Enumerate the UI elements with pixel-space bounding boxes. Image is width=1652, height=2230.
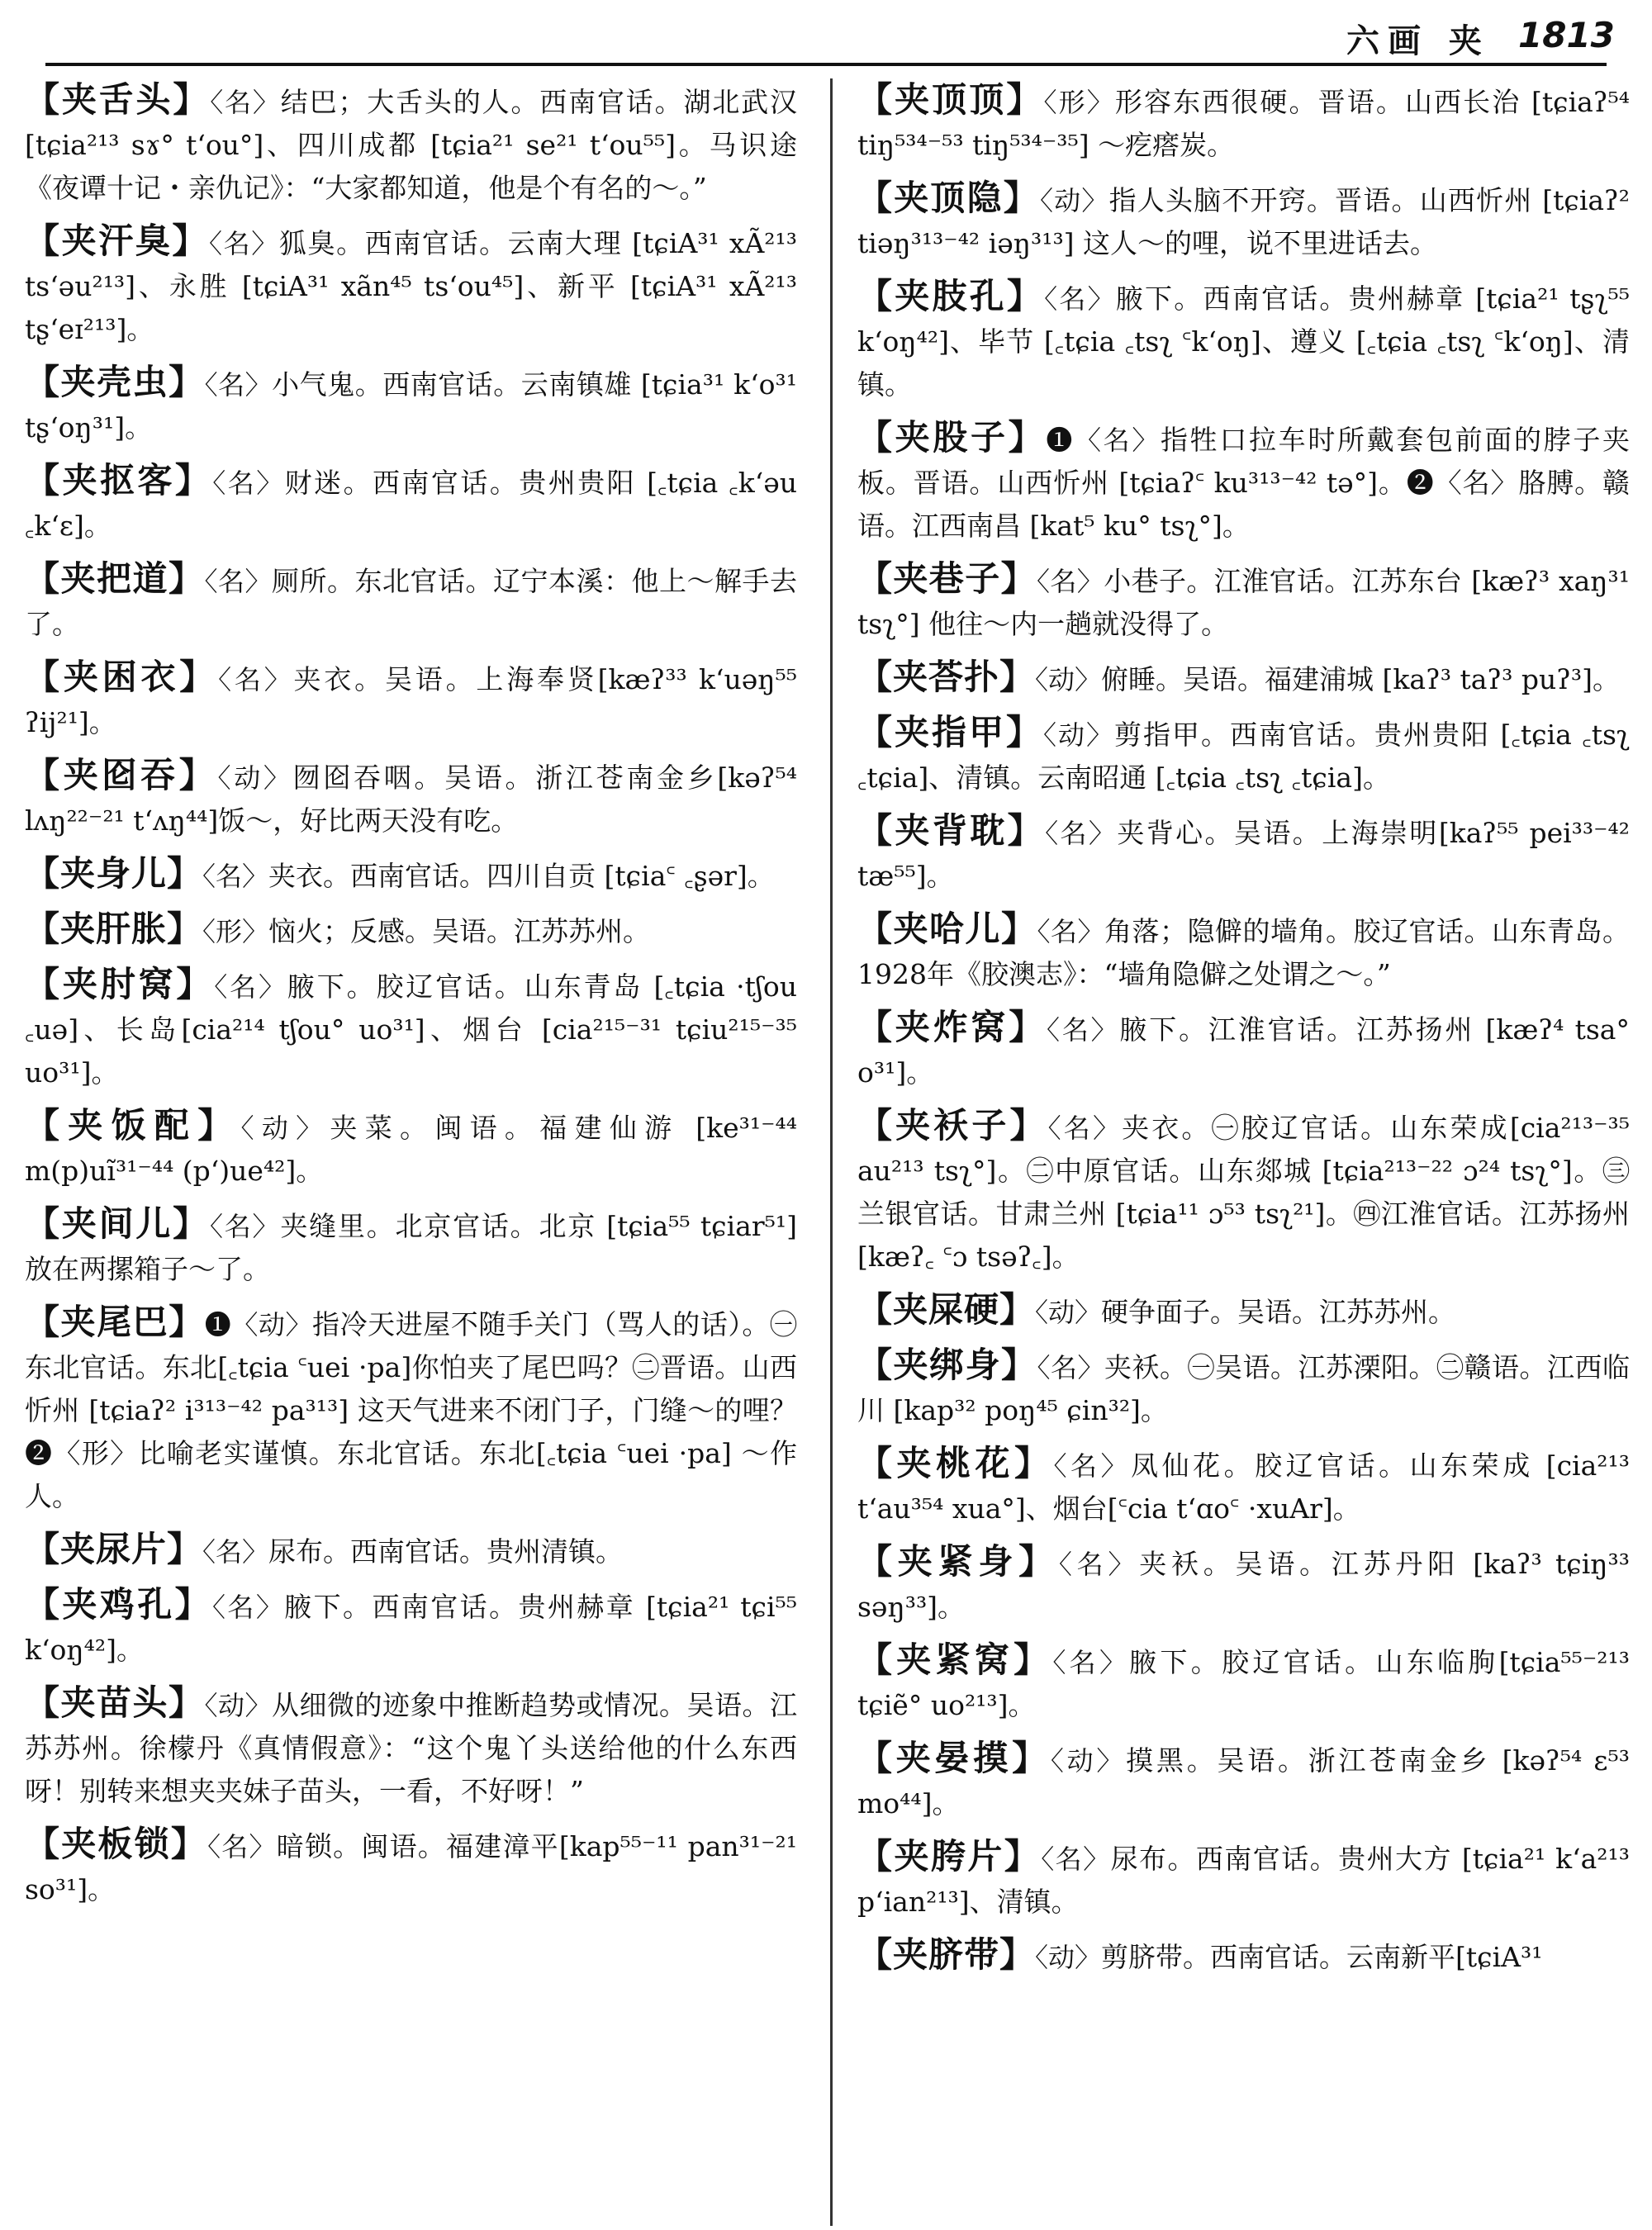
entry-pos: 〈名〉 [1045, 818, 1118, 849]
entry-headword: 【夹肢孔】 [857, 276, 1045, 316]
dictionary-entry [857, 656, 1630, 701]
dictionary-entry [25, 1583, 797, 1672]
header-rule [45, 63, 1607, 66]
entry-definition: 指冷天进屋不随手关门（骂人的话）。㊀东北官话。东北[꜀tɕia ꜂uei ·pa]你怕夹了尾巴吗？㊁晋语。山西忻州 [tɕiaʔ² i³¹³⁻⁴² pa³¹³] 这天气进来不闭门子，门缝～的哩？❷〈形〉比喻老实谨慎。东北官话。东北[꜀tɕia ꜂uei ·pa] ～作人。 [25, 1308, 797, 1512]
entry-headword: 【夹囵吞】 [25, 755, 218, 795]
dictionary-entry [25, 1823, 797, 1911]
entry-headword: 【夹桃花】 [857, 1443, 1054, 1483]
entry-pos: 〈名〉 [212, 1592, 285, 1623]
entry-headword: 【夹屎硬】 [857, 1289, 1036, 1330]
entry-pos: 〈动〉 [1035, 664, 1102, 695]
entry-headword: 【夹炸窝】 [857, 1007, 1047, 1047]
entry-headword: 【夹间儿】 [25, 1203, 210, 1244]
entry-pos: 〈名〉 [218, 664, 294, 695]
entry-definition: 夹衣。㊀胶辽官话。山东荣成[cia²¹³⁻³⁵ au²¹³ tsʅ°]。㊁中原官话。山东郯城 [tɕia²¹³⁻²² ɔ²⁴ tsʅ°]。㊂兰银官话。甘肃兰州 [tɕia¹¹ ɔ⁵³ tsʅ²¹]。㊃江淮官话。江苏扬州 [kæʔ꜀ ꜂ɔ tsəʔ꜀]。 [857, 1112, 1630, 1273]
entry-headword: 【夹哈儿】 [857, 909, 1037, 949]
entry-definition: 从细微的迹象中推断趋势或情况。吴语。江苏苏州。徐檬丹《真情假意》：“这个鬼丫头送给他的什么东西呀！别转来想夹夹妹子苗头，一看，不好呀！” [25, 1689, 797, 1807]
entry-definition: 剪指甲。西南官话。贵州贵阳 [꜀tɕia ꜀tsʅ ꜀tɕia]、清镇。云南昭通 [꜀tɕia ꜀tsʅ ꜀tɕia]。 [857, 719, 1630, 794]
entry-pos: 〈名〉 [1041, 1843, 1111, 1875]
entry-headword: 【夹紧身】 [857, 1541, 1059, 1582]
dictionary-entry [25, 1203, 797, 1291]
entry-pos: 〈名〉 [204, 369, 273, 401]
dictionary-entry [857, 711, 1630, 799]
entry-headword: 【夹把道】 [25, 558, 205, 599]
entry-pos: 〈名〉 [202, 861, 269, 892]
entry-pos: 〈名〉 [210, 87, 281, 118]
entry-pos: ❶〈名〉 [1046, 425, 1161, 456]
entry-pos: 〈名〉 [1052, 1647, 1130, 1678]
dictionary-entry [25, 361, 797, 449]
page-number: 1813 [1518, 15, 1615, 55]
entry-definition: 夹袄。㊀吴语。江苏溧阳。㊁赣语。江西临川 [kap³² poŋ⁴⁵ ɕin³²]。 [857, 1351, 1630, 1426]
dictionary-entry [857, 908, 1630, 996]
entry-headword: 【夹荅扑】 [857, 657, 1036, 697]
entry-headword: 【夹苗头】 [25, 1682, 205, 1723]
entry-pos: 〈动〉 [1050, 1745, 1127, 1777]
entry-definition: 摸黑。吴语。浙江苍南金乡 [kəʔ⁵⁴ ɛ⁵³ mo⁴⁴]。 [857, 1744, 1630, 1820]
dictionary-entry [857, 1737, 1630, 1825]
entry-pos: 〈名〉 [209, 228, 279, 259]
dictionary-entry [857, 1344, 1630, 1432]
dictionary-entry [857, 1540, 1630, 1629]
entry-pos: 〈动〉 [1043, 719, 1115, 751]
dictionary-entry [25, 754, 797, 842]
dictionary-entry [857, 1933, 1630, 1979]
entry-definition: 尿布。西南官话。贵州清镇。 [268, 1535, 624, 1568]
entry-pos: 〈名〉 [212, 467, 285, 499]
dictionary-entry [857, 416, 1630, 548]
entry-headword: 【夹绑身】 [857, 1345, 1037, 1385]
dictionary-entry [857, 1288, 1630, 1334]
entry-headword: 【夹胯片】 [857, 1836, 1042, 1877]
entry-headword: 【夹困衣】 [25, 657, 219, 697]
entry-pos: 〈名〉 [202, 1536, 269, 1568]
right-column [857, 78, 1630, 2226]
entry-pos: 〈名〉 [1037, 566, 1104, 597]
entry-headword: 【夹抠客】 [25, 460, 213, 501]
dictionary-entry [25, 852, 797, 898]
entry-definition: 夹衣。西南官话。四川自贡 [tɕia꜂ ꜀ʂər]。 [268, 860, 775, 892]
entry-definition: 指牲口拉车时所戴套包前面的脖子夹板。晋语。山西忻州 [tɕiaʔ꜂ ku³¹³⁻⁴² tə°]。❷〈名〉胳膊。赣语。江西南昌 [kat⁵ ku° tsʅ°]。 [857, 424, 1630, 542]
entry-definition: 指人头脑不开窍。晋语。山西忻州 [tɕiaʔ² tiəŋ³¹³⁻⁴² iəŋ³¹³] 这人～的哩，说不里进话去。 [857, 184, 1630, 259]
entry-definition: 夹缝里。北京官话。北京 [tɕia⁵⁵ tɕiar⁵¹] 放在两摞箱子～了。 [25, 1210, 797, 1285]
entry-pos: 〈名〉 [1047, 1014, 1120, 1046]
entry-definition: 腋下。胶辽官话。山东临朐[tɕia⁵⁵⁻²¹³ tɕiẽ° uo²¹³]。 [857, 1646, 1630, 1721]
entry-pos: 〈形〉 [202, 916, 269, 947]
entry-headword: 【夹脐带】 [857, 1934, 1036, 1975]
dictionary-entry [25, 908, 797, 953]
entry-definition: 腋下。江淮官话。江苏扬州 [kæʔ⁴ tsa° o³¹]。 [857, 1013, 1630, 1089]
dictionary-entry [25, 656, 797, 744]
entry-pos: 〈动〉 [1039, 185, 1109, 216]
entry-pos: ❶〈动〉 [204, 1309, 313, 1340]
dictionary-entry [857, 78, 1630, 167]
entry-pos: 〈动〉 [1035, 1942, 1102, 1973]
entry-headword: 【夹尿片】 [25, 1529, 203, 1569]
dictionary-entry [857, 1104, 1630, 1279]
dictionary-entry [857, 1006, 1630, 1094]
entry-headword: 【夹壳虫】 [25, 362, 205, 402]
entry-definition: 剪脐带。西南官话。云南新平[tɕiA³¹ [1101, 1941, 1543, 1973]
entry-pos: 〈名〉 [1037, 1352, 1104, 1383]
entry-definition: 厕所。东北官话。辽宁本溪：他上～解手去了。 [25, 565, 797, 640]
entry-pos: 〈名〉 [209, 1211, 281, 1242]
entry-definition: 结巴；大舌头的人。西南官话。湖北武汉 [tɕia²¹³ sɤ° t‘ou°]、四川成都 [tɕia²¹ se²¹ t‘ou⁵⁵]。马识途《夜谭十记・亲仇记》：“大家都知道，他是个有名的～。” [25, 86, 797, 204]
entry-definition: 夹背心。吴语。上海崇明[kaʔ⁵⁵ pei³³⁻⁴² tæ⁵⁵]。 [857, 817, 1630, 892]
dictionary-entry [25, 220, 797, 351]
entry-headword: 【夹肘窝】 [25, 964, 215, 1004]
entry-headword: 【夹饭配】 [25, 1105, 241, 1146]
entry-definition: 财迷。西南官话。贵州贵阳 [꜀tɕia ꜀k‘əu ꜀k‘ɛ]。 [25, 467, 797, 542]
entry-definition: 囫囵吞咽。吴语。浙江苍南金乡[kəʔ⁵⁴ lʌŋ²²⁻²¹ t‘ʌŋ⁴⁴]饭～，好比两天没有吃。 [25, 762, 797, 837]
dictionary-entry [25, 558, 797, 646]
entry-headword: 【夹汗臭】 [25, 221, 210, 261]
page-header [0, 0, 1652, 66]
entry-definition: 夹袄。吴语。江苏丹阳 [kaʔ³ tɕiŋ³³ səŋ³³]。 [857, 1548, 1630, 1623]
dictionary-entry [25, 963, 797, 1094]
entry-pos: 〈名〉 [1047, 1113, 1123, 1144]
entry-headword: 【夹尾巴】 [25, 1302, 205, 1342]
dictionary-entry [25, 78, 797, 210]
entry-pos: 〈形〉 [1043, 87, 1115, 118]
entry-definition: 凤仙花。胶辽官话。山东荣成 [cia²¹³ t‘au³⁵⁴ xua°]、烟台[꜂cia t‘ɑo꜂ ·xuAr]。 [857, 1450, 1630, 1525]
entry-pos: 〈名〉 [1053, 1450, 1132, 1482]
entry-headword: 【夹晏摸】 [857, 1738, 1051, 1778]
entry-pos: 〈名〉 [1058, 1549, 1140, 1580]
entry-definition: 形容东西很硬。晋语。山西长治 [tɕiaʔ⁵⁴ tiŋ⁵³⁴⁻⁵³ tiŋ⁵³⁴⁻³⁵] ～疙瘩炭。 [857, 86, 1630, 161]
entry-pos: 〈动〉 [204, 1690, 272, 1721]
entry-headword: 【夹身儿】 [25, 853, 203, 894]
entry-definition: 小巷子。江淮官话。江苏东台 [kæʔ³ xaŋ³¹ tsʅ°] 他往～内一趟就没得了。 [857, 565, 1630, 640]
entry-pos: 〈动〉 [240, 1113, 330, 1144]
entry-definition: 小气鬼。西南官话。云南镇雄 [tɕia³¹ k‘o³¹ tʂ‘oŋ³¹]。 [25, 368, 797, 444]
dictionary-entry [25, 1682, 797, 1813]
dictionary-entry [857, 1639, 1630, 1727]
entry-definition: 尿布。西南官话。贵州大方 [tɕia²¹ k‘a²¹³ p‘ian²¹³]、清镇。 [857, 1843, 1630, 1918]
entry-headword: 【夹股子】 [857, 417, 1047, 458]
entry-headword: 【夹背耽】 [857, 810, 1046, 851]
dictionary-entry [25, 1104, 797, 1193]
dictionary-entry [857, 177, 1630, 265]
entry-headword: 【夹顶顶】 [857, 79, 1044, 120]
entry-pos: 〈名〉 [204, 566, 272, 597]
entry-headword: 【夹指甲】 [857, 712, 1044, 752]
entry-headword: 【夹紧窝】 [857, 1639, 1053, 1680]
entry-headword: 【夹顶隐】 [857, 178, 1040, 218]
entry-headword: 【夹巷子】 [857, 558, 1037, 599]
entry-headword: 【夹肝胀】 [25, 909, 203, 949]
entry-definition: 腋下。胶辽官话。山东青岛 [꜀tɕia ·tʃou ꜀uə]、长岛[cia²¹⁴ tʃou° uo³¹]、烟台 [cia²¹⁵⁻³¹ tɕiu²¹⁵⁻³⁵ uo³¹]。 [25, 970, 797, 1089]
column-divider [830, 78, 833, 2226]
entry-pos: 〈名〉 [1037, 916, 1104, 947]
entry-headword: 【夹袄子】 [857, 1105, 1048, 1146]
entry-definition: 角落；隐僻的墙角。胶辽官话。山东青岛。1928年《胶澳志》：“墙角隐僻之处谓之～。” [857, 915, 1630, 990]
entry-definition: 恼火；反感。吴语。江苏苏州。 [268, 915, 651, 947]
dictionary-entry [857, 558, 1630, 646]
section-label: 六画 夹 [1346, 21, 1490, 60]
entry-pos: 〈动〉 [217, 762, 293, 794]
dictionary-entry [25, 459, 797, 548]
entry-pos: 〈名〉 [207, 1831, 277, 1862]
entry-definition: 狐臭。西南官话。云南大理 [tɕiA³¹ xÃ²¹³ ts‘əu²¹³]、永胜 [tɕiA³¹ xãn⁴⁵ ts‘ou⁴⁵]、新平 [tɕiA³¹ xÃ²¹³ tʂ‘eɪ²¹³]。 [25, 227, 797, 345]
entry-definition: 腋下。西南官话。贵州赫章 [tɕia²¹ tʂʅ⁵⁵ k‘oŋ⁴²]、毕节 [꜀tɕia ꜀tsʅ ꜂k‘oŋ]、遵义 [꜀tɕia ꜀tsʅ ꜂k‘oŋ]、清镇。 [857, 282, 1630, 401]
entry-pos: 〈动〉 [1035, 1297, 1102, 1328]
entry-definition: 夹衣。吴语。上海奉贤[kæʔ³³ k‘uəŋ⁵⁵ ʔij²¹]。 [25, 663, 797, 738]
entry-headword: 【夹舌头】 [25, 79, 211, 120]
entry-pos: 〈名〉 [1044, 283, 1116, 315]
entry-definition: 夹菜。闽语。福建仙游 [ke³¹⁻⁴⁴ m(p)uĩ³¹⁻⁴⁴ (p‘)ue⁴²]。 [25, 1112, 797, 1187]
dictionary-entry [857, 1442, 1630, 1530]
entry-headword: 【夹鸡孔】 [25, 1584, 213, 1625]
dictionary-entry [857, 1835, 1630, 1924]
entry-definition: 暗锁。闽语。福建漳平[kap⁵⁵⁻¹¹ pan³¹⁻²¹ so³¹]。 [25, 1830, 797, 1905]
dictionary-entry [857, 809, 1630, 898]
dictionary-entry [857, 275, 1630, 406]
entry-definition: 腋下。西南官话。贵州赫章 [tɕia²¹ tɕi⁵⁵ k‘oŋ⁴²]。 [25, 1591, 797, 1666]
entry-headword: 【夹板锁】 [25, 1824, 208, 1864]
entry-definition: 硬争面子。吴语。江苏苏州。 [1101, 1296, 1456, 1328]
dictionary-entry [25, 1301, 797, 1518]
left-column [25, 78, 797, 2226]
entry-definition: 俯睡。吴语。福建浦城 [kaʔ³ taʔ³ puʔ³]。 [1101, 663, 1620, 695]
entry-pos: 〈名〉 [214, 971, 287, 1003]
dictionary-entry [25, 1528, 797, 1573]
